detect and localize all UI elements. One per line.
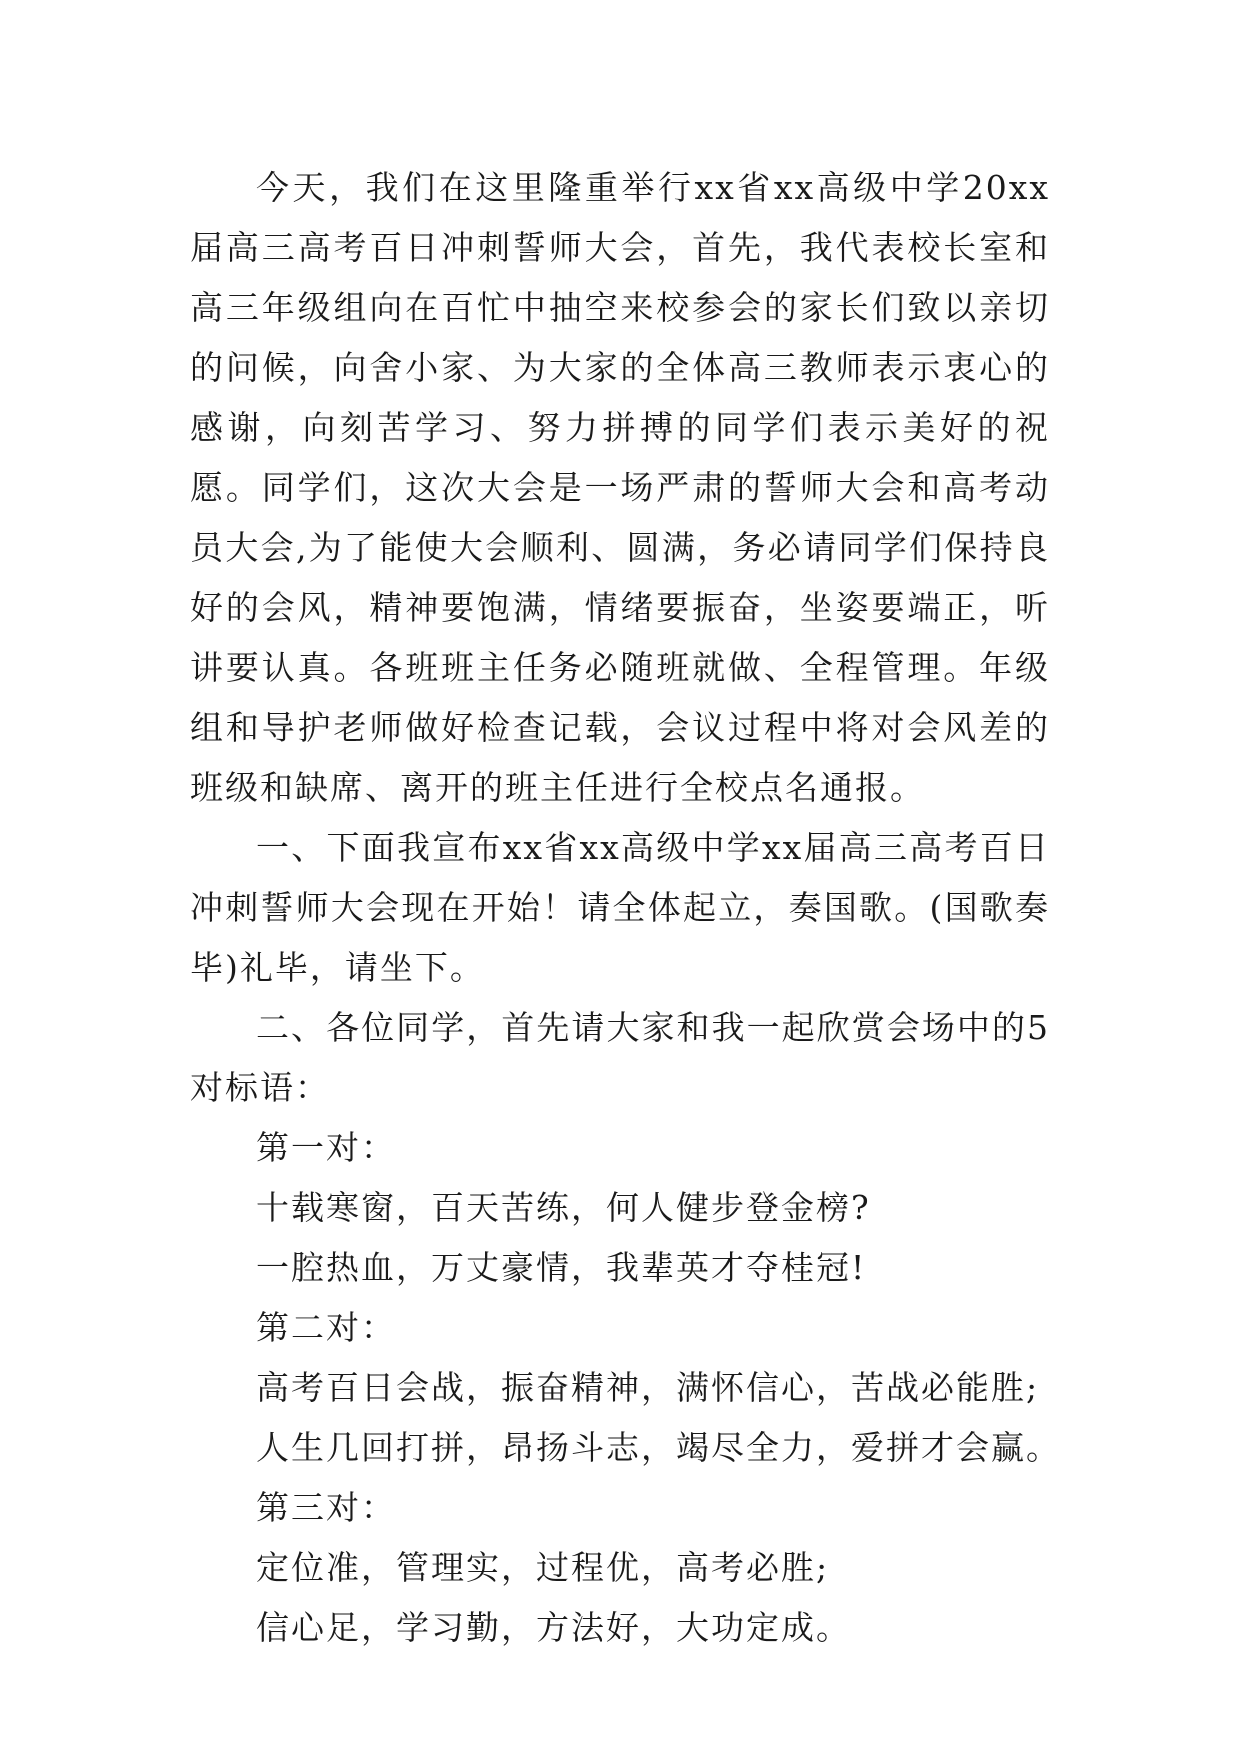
slogan-line: 十载寒窗，百天苦练，何人健步登金榜? bbox=[256, 1188, 871, 1227]
slogan-pair-heading-2: 第二对： bbox=[256, 1308, 396, 1347]
slogan-line: 信心足，学习勤，方法好，大功定成。 bbox=[256, 1608, 851, 1647]
item-two-paragraph: 二、各位同学，首先请大家和我一起欣赏会场中的5对标语： bbox=[190, 1008, 1050, 1107]
slogan-line: 一腔热血，万丈豪情，我辈英才夺桂冠! bbox=[256, 1248, 867, 1287]
item-one-paragraph: 一、下面我宣布xx省xx高级中学xx届高三高考百日冲刺誓师大会现在开始！请全体起立，奏国歌。(国歌奏毕)礼毕，请坐下。 bbox=[190, 828, 1050, 987]
slogan-line: 人生几回打拼，昂扬斗志，竭尽全力，爱拼才会赢。 bbox=[256, 1428, 1061, 1467]
slogan-line: 高考百日会战，振奋精神，满怀信心，苦战必能胜; bbox=[256, 1368, 1040, 1407]
document-body bbox=[190, 158, 1061, 1658]
opening-paragraph: 今天，我们在这里隆重举行xx省xx高级中学20xx届高三高考百日冲刺誓师大会，首先，我代表校长室和高三年级组向在百忙中抽空来校参会的家长们致以亲切的问候，向舍小家、为大家的全体高三教师表示衷心的感谢，向刻苦学习、努力拼搏的同学们表示美好的祝愿。同学们，这次大会是一场严肃的誓师大会和高考动员大会,为了能使大会顺利、圆满，务必请同学们保持良好的会风，精神要饱满，情绪要振奋，坐姿要端正，听讲要认真。各班班主任务必随班就做、全程管理。年级组和导护老师做好检查记载，会议过程中将对会风差的班级和缺席、离开的班主任进行全校点名通报。 bbox=[190, 168, 1050, 807]
slogan-pair-heading-1: 第一对： bbox=[256, 1128, 396, 1167]
slogan-line: 定位准，管理实，过程优，高考必胜; bbox=[256, 1548, 830, 1587]
slogan-pair-heading-3: 第三对： bbox=[256, 1488, 396, 1527]
